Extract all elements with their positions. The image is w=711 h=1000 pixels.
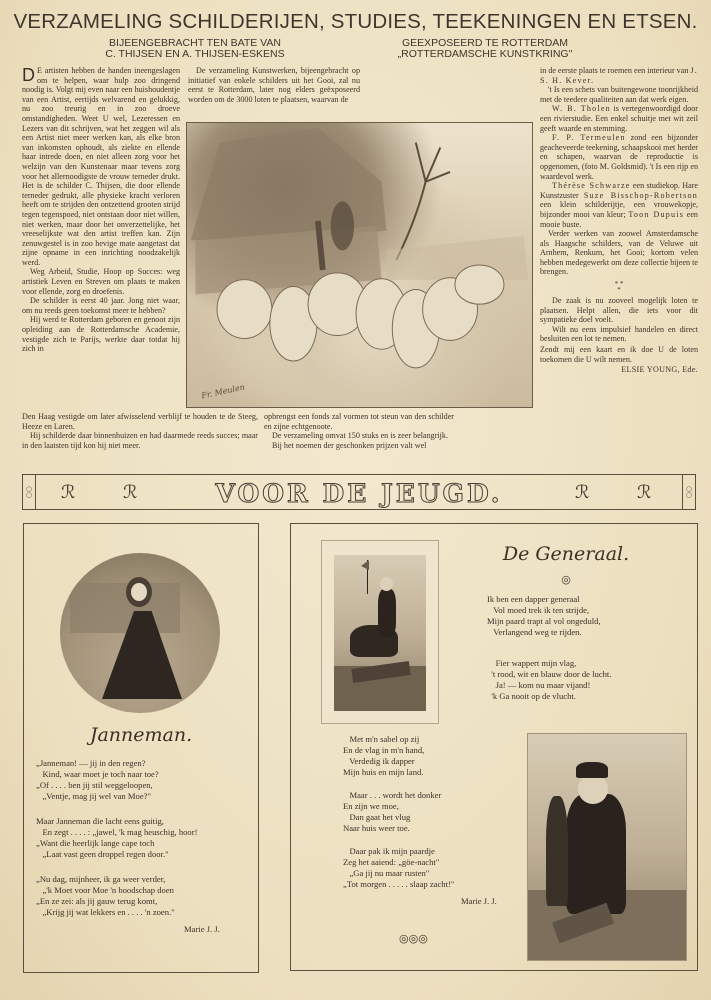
poem-stanza: Ik ben een dapper generaal Vol moed trek ik ten strijde, Mijn paard trapt al vol ongeduld, Verlangend weg te rijden.: [487, 594, 601, 637]
asterism: * * *: [614, 280, 624, 295]
article-column-2-top: [188, 66, 360, 104]
poem-stanza: Met m'n sabel op zij En de vlag in m'n hand, Verdedig ik dapper Mijn huis en mijn land.: [343, 734, 425, 777]
subtitle-right: [385, 38, 585, 60]
article-column-2-bottom: [264, 412, 454, 450]
subtitle-left: [95, 38, 295, 60]
article-paragraph: Weg Arbeid, Studie, Hoop op Succes: weg artistiek Leven en Streven om plaats te maken voor ellende, zorg en droefenis.: [22, 267, 180, 296]
article-paragraph: Thérèse Schwarze een studiekop. Hare Kunstzuster Suze Bisschop-Robertson een klein schilderijtje, een vrouwekopje, bijzonder mooi van kleur; Toon Dupuis een mooie buste.: [540, 181, 698, 229]
floral-ornament-icon: ℛ: [61, 482, 76, 503]
article-paragraph: opbrengst een fonds zal vormen tot steun van den schilder en zijne echtgenoote.: [264, 412, 454, 431]
section-banner: [22, 474, 696, 510]
section-title: VOOR DE JEUGD.: [215, 479, 503, 508]
sheepfold-drawing: [187, 123, 532, 407]
article-paragraph: W. B. Tholen is vertegenwoordigd door een rivierstudie. Een enkel schuitje met wit zeil geeft waarde en stemming.: [540, 104, 698, 133]
sheepfold-sketch-image: [186, 122, 533, 408]
child-in-cape-photo: [60, 553, 220, 713]
article-paragraph: De schilder is eerst 40 jaar. Jong niet waar, om nu reeds geen toekomst meer te hebben?: [22, 296, 180, 315]
article-paragraph: Den Haag vestigde om later afwisselend verblijf te houden te de Steeg, Heeze en Laren.: [22, 412, 258, 431]
artist-name: F. P. Termeulen: [552, 133, 626, 143]
article-paragraph: Hij schilderde daar binnenhuizen en had daarmede reeds succes; maar in den laatsten tijd kon hij niet meer.: [22, 431, 258, 450]
article-paragraph: De verzameling omvat 150 stuks en is zeer belangrijk.: [272, 431, 448, 441]
article-paragraph: De zaak is nu zooveel mogelijk loten te plaatsen. Helpt allen, die iets voor dit sympatieke doel voelt.: [540, 296, 698, 325]
poem-stanza: Maar Janneman die lacht eens guitig, En zegt . . . . : „jawel, 'k mag heuschig, hoor! „Want die heerlijk lange cape toch „Laat vast geen droppel regen door.": [36, 816, 198, 859]
banner-endcap-right: [682, 475, 695, 509]
floral-ornament-icon: ℛ: [123, 482, 138, 503]
banner-dots-icon: ○ ○: [26, 485, 33, 499]
photo-face: [131, 583, 147, 601]
article-paragraph: in de eerste plaats te roemen een interieur van J. S. H. Kever.: [540, 66, 698, 85]
photo-child-face: [578, 774, 608, 804]
artist-name: Toon Dupuis: [628, 209, 685, 219]
artist-name: W. B. Tholen: [552, 104, 611, 114]
photo-flag: [361, 560, 369, 570]
poem-stanza: „Janneman! — jij in den regen? Kind, waar moet je toch naar toe? „Of . . . . ben jij stil weggeloopen, „Ventje, mag jij wel van Moe?": [36, 758, 159, 801]
child-on-rocking-horse-photo: [334, 555, 426, 711]
poem-title: Janneman.: [89, 724, 193, 746]
article-paragraph: Hij werd te Rotterdam geboren en genoot zijn opleiding aan de Rotterdamsche Academie, vestigde zich te Parijs, werkte daar totdat hij zich in: [22, 315, 180, 354]
article-paragraph: Bij het noemen der geschonken prijzen valt wel: [272, 440, 427, 450]
artist-name: Suze Bisschop-Robertson: [583, 190, 698, 200]
poem-stanza: Daar pak ik mijn paardje Zeg het aaiend: „göe-nacht" „Ga jij nu maar rusten" „Tot morgen . . . . . slaap zacht!": [343, 846, 455, 889]
article-signature: ELSIE YOUNG, Ede.: [621, 365, 698, 375]
article-column-1-wide: [22, 412, 258, 450]
article-paragraph: D E artisten hebben de handen ineengeslagen om te helpen, waar hulp zoo dringend noodig is. Volgt mij even naar een huishoudentje van een Artist, eertijds welvarend en gelukkig, nu zoo treurig en in zoo droeve omstandigheden. Weet U wel, Lezeressen en Lezers van dit schrijven, wat het zeggen wil als een Artist niet meer werken kan, als elke bron van inkomsten ophoudt, als ziekte en ellende haar intrede doen, en niet alleen zorg voor het welzijn van den Kunstenaar maar tevens zorg voor het allernoodigste de vrouw terneder drukt. Het is de schilder C. Thijsen, die door ellende terneder gedrukt, alle physieke kracht verloren heeft om te strijden den ontzettend grooten strijd tegen tegenspoed, niet ontstaan door niet willen, niet werken, maar door het onverzettelijke, het vreeselijkste wat den artist treffen kan. Zijn zenuwgestel is in zoo hevige mate aangetast dat zijne opname in een inrichting noodzakelijk werd.: [22, 66, 180, 267]
floral-ornament-icon: ℛ: [575, 482, 590, 503]
poem-box-janneman: [23, 523, 259, 973]
article-paragraph: Wilt nu eens impulsief handelen en direct besluiten een lot te nemen.: [540, 324, 698, 344]
drop-cap: D: [22, 66, 35, 85]
poem-author: Marie J. J.: [461, 896, 497, 906]
subtitle-right-line-2: „ROTTERDAMSCHE KUNSTKRING": [397, 48, 573, 60]
article-column-3: [540, 66, 698, 375]
article-paragraph: Verder werken van zoowel Amsterdamsche als Haagsche schilders, van de Veluwe uit Arnhem, Renkum, het Gooi; kortom velen hebben medegewerkt om deze collectie bijeen te brengen.: [540, 229, 698, 277]
article-paragraph: De verzameling Kunstwerken, bijeengebracht op initiatief van enkele schilders uit het Gooi, zal nu eerst te Rotterdam, later nog elders geëxposeerd worden om de 3000 loten te plaatsen, waarvan de: [188, 66, 360, 104]
poem-box-generaal: [290, 523, 698, 971]
photo-child-uniform: [566, 794, 626, 914]
poem-author: Marie J. J.: [184, 924, 220, 934]
banner-endcap-left: [23, 475, 36, 509]
end-ornament-icon: ◎◎◎: [399, 932, 428, 945]
photo-child-face: [380, 577, 393, 591]
poem-title: De Generaal.: [502, 543, 630, 565]
article-paragraph: F. P. Termeulen zond een bijzonder geacheveerde teekening, schaapskooi met herder en schapen, waarvan de reproductie is opgenomen, (foto M. Goldsmid). 't Is een rijp en waardevol werk.: [540, 133, 698, 181]
sketch-signature: Fr. Meulen: [200, 382, 246, 401]
round-ornament-icon: ◎: [561, 573, 571, 586]
artist-name: Thérèse Schwarze: [552, 181, 631, 191]
article-column-1: [22, 66, 180, 409]
photo-child-cap: [576, 762, 608, 778]
poem-stanza: Fier wappert mijn vlag, 't rood, wit en blauw door de lucht. Ja! — kom nu maar vijand! 'k Ga nooit op de vlucht.: [491, 658, 612, 701]
banner-dots-icon: ○ ○: [686, 485, 693, 499]
poem-stanza: Maar . . . wordt het donker En zijn we moe, Dan gaat het vlug Naar huis weer toe.: [343, 790, 442, 833]
photo-hobby-horse: [546, 796, 568, 906]
child-general-photo: [527, 733, 687, 961]
photo-child-body: [378, 589, 396, 637]
poem-stanza: „Nu dag, mijnheer, ik ga weer verder, „'k Moet voor Moe 'n boodschap doen „En ze zei: als jij gauw terug komt, „Krijg jij wat lekkers en . . . . 'n zoen.": [36, 874, 175, 917]
subtitle-left-line-2: C. THIJSEN EN A. THIJSEN-ESKENS: [105, 48, 285, 60]
article-paragraph: Zendt mij een kaart en ik doe U de loten toekomen die U wilt nemen.: [540, 345, 698, 364]
subtitle-left-line-1: BIJEENGEBRACHT TEN BATE VAN: [109, 37, 281, 49]
photo-house-background: [70, 583, 180, 633]
article-paragraph: 't Is een schets van buitengewone toonrijkheid met de teedere qualiteiten aan dat werk eigen.: [540, 85, 698, 104]
artist-name: J. S. H. Kever.: [540, 66, 698, 85]
page-headline: VERZAMELING SCHILDERIJEN, STUDIES, TEEKENINGEN EN ETSEN.: [13, 10, 698, 33]
subtitle-right-line-1: GEEXPOSEERD TE ROTTERDAM: [401, 37, 569, 49]
floral-ornament-icon: ℛ: [637, 482, 652, 503]
photo-mount: [321, 540, 439, 724]
